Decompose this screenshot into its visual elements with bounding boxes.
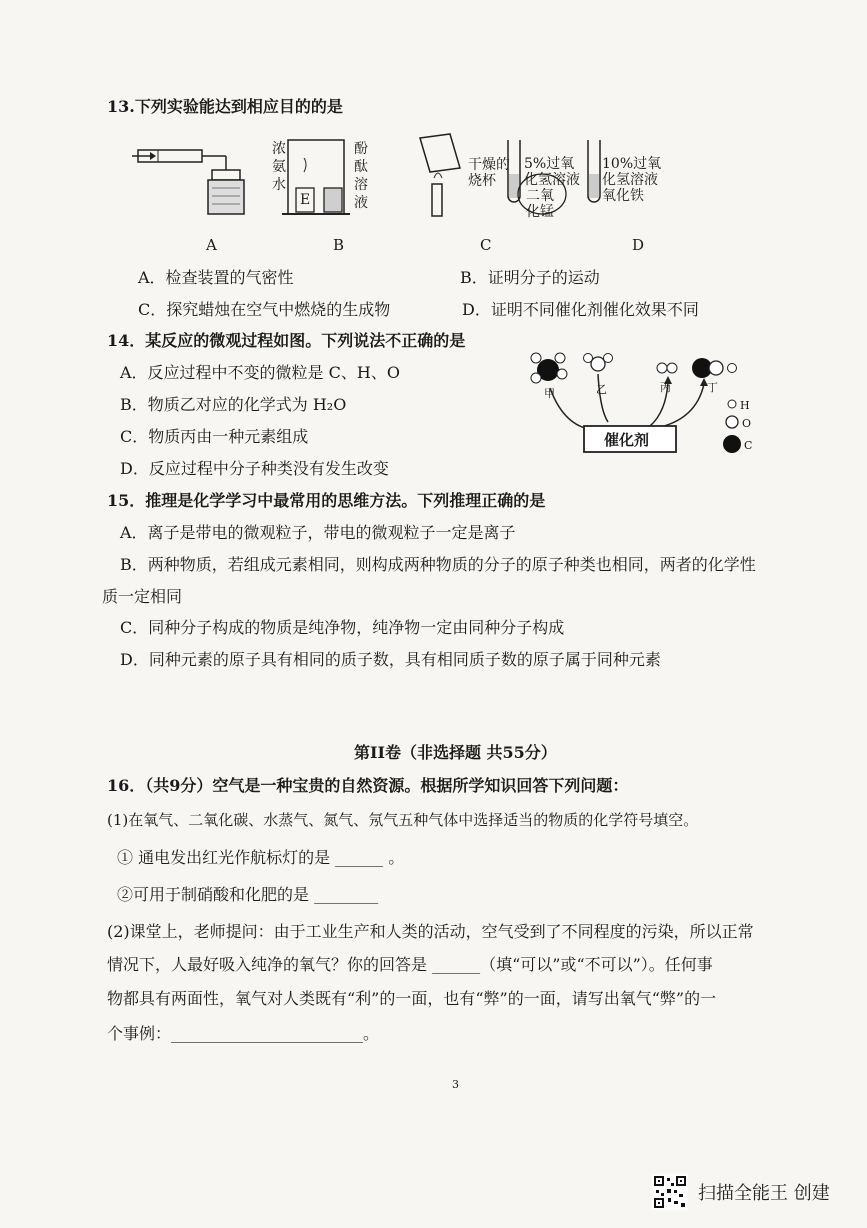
q13-fig-letter-b: B xyxy=(333,236,345,254)
q16-stem: 16．（共9分）空气是一种宝贵的自然资源。根据所学知识回答下列问题： xyxy=(107,776,629,795)
q16-part2-line3: 物都具有两面性，氧气对人类既有“利”的一面，也有“弊”的一面，请写出氧气“弊”的一 xyxy=(107,989,717,1008)
q14-stem: 14．某反应的微观过程如图。下列说法不正确的是 xyxy=(107,331,466,350)
q13-d1-label-line2: 化氢溶液 xyxy=(524,172,580,188)
page-number: 3 xyxy=(452,1078,459,1091)
q14-option-c: C．物质丙由一种元素组成 xyxy=(120,427,309,446)
scanner-watermark xyxy=(652,1172,830,1212)
q14-label-yi: 乙 xyxy=(596,383,607,396)
q13-d2-label-line1: 10%过氧 xyxy=(602,156,662,172)
section-2-title: 第II卷（非选择题 共55分） xyxy=(354,743,557,762)
q13-stem: 13.下列实验能达到相应目的的是 xyxy=(107,97,343,116)
q14-legend-h: H xyxy=(740,399,750,412)
q13-b-beaker-mark: E xyxy=(300,192,311,208)
q16-part2-line1: (2)课堂上，老师提问：由于工业生产和人类的活动，空气受到了不同程度的污染，所以正常 xyxy=(107,922,754,941)
q14-option-b: B．物质乙对应的化学式为 H₂O xyxy=(120,395,347,414)
q15-stem: 15．推理是化学学习中最常用的思维方法。下列推理正确的是 xyxy=(107,491,546,510)
q13-option-d: D．证明不同催化剂催化效果不同 xyxy=(462,300,699,319)
q13-b-right-label: 酚酞溶液 xyxy=(354,141,368,211)
qr-code-icon xyxy=(652,1174,688,1210)
q14-legend-o: O xyxy=(742,417,752,430)
q13-option-b: B．证明分子的运动 xyxy=(460,268,600,287)
q16-part2-line4: 个事例：________________________。 xyxy=(107,1024,380,1043)
q13-fig-letter-c: C xyxy=(480,236,492,254)
q14-label-ding: 丁 xyxy=(707,381,718,394)
q14-label-bing: 丙 xyxy=(660,381,671,394)
q14-catalyst-label: 催化剂 xyxy=(604,431,650,449)
q13-d2-label-line3: 氧化铁 xyxy=(602,188,644,204)
q13-c-label-line1: 干燥的 xyxy=(468,157,510,173)
q13-fig-letter-d: D xyxy=(632,236,645,254)
q16-part1-item1: ① 通电发出红光作航标灯的是 ______ 。 xyxy=(117,848,405,867)
q14-legend-c: C xyxy=(744,439,753,452)
q15-option-c: C．同种分子构成的物质是纯净物，纯净物一定由同种分子构成 xyxy=(120,618,565,637)
q13-figure-a xyxy=(128,138,258,218)
q16-part1-item2: ②可用于制硝酸和化肥的是 ________ xyxy=(117,885,379,904)
q13-d2-label-line2: 化氢溶液 xyxy=(602,172,658,188)
watermark-text: 扫描全能王 创建 xyxy=(698,1183,830,1204)
q13-figure-c xyxy=(412,130,472,220)
q13-b-left-label: 浓氨水 xyxy=(272,141,286,193)
q14-option-a: A．反应过程中不变的微粒是 C、H、O xyxy=(120,363,400,382)
q15-option-b-line2: 质一定相同 xyxy=(102,587,183,606)
q16-part2-line2: 情况下，人最好吸入纯净的氧气？你的回答是 ______（填“可以”或“不可以”）。任何事 xyxy=(107,955,713,974)
q13-d1-label-line1: 5%过氧 xyxy=(524,156,575,172)
q13-d1-bubble-label: 二氧化锰 xyxy=(526,188,554,220)
q13-fig-letter-a: A xyxy=(206,236,217,254)
q13-c-label-line2: 烧杯 xyxy=(468,173,496,189)
q14-option-d: D．反应过程中分子种类没有发生改变 xyxy=(120,459,389,478)
q13-option-a: A．检查装置的气密性 xyxy=(138,268,294,287)
q15-option-b-line1: B．两种物质，若组成元素相同，则构成两种物质的分子的原子种类也相同，两者的化学性 xyxy=(120,555,756,574)
q14-label-jia: 甲 xyxy=(544,387,555,400)
q15-option-a: A．离子是带电的微观粒子，带电的微观粒子一定是离子 xyxy=(120,523,516,542)
q13-option-c: C．探究蜡烛在空气中燃烧的生成物 xyxy=(138,300,391,319)
q15-option-d: D．同种元素的原子具有相同的质子数，具有相同质子数的原子属于同种元素 xyxy=(120,650,661,669)
q16-part1: (1)在氧气、二氧化碳、水蒸气、氮气、氖气五种气体中选择适当的物质的化学符号填空。 xyxy=(107,811,699,829)
